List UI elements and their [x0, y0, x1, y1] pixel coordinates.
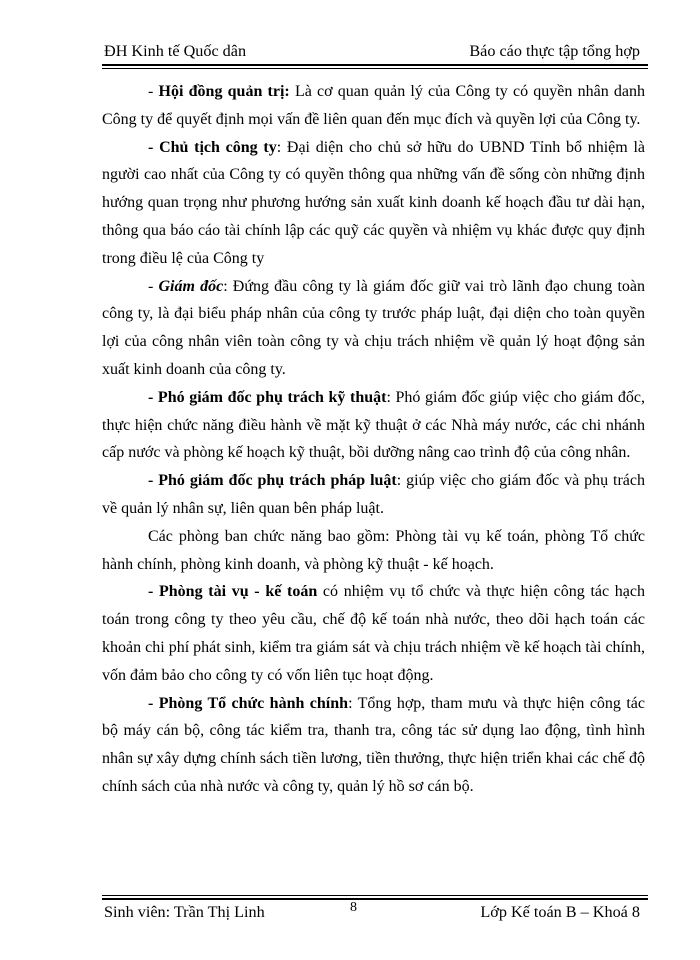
page-number: 8 — [350, 900, 357, 915]
paragraph-hoi-dong-quan-tri: - Hội đồng quản trị: Là cơ quan quản lý của Công ty có quyền nhân danh Công ty để quyết định mọi vấn đề liên quan đến mục đích và quyền lợi của Công ty. — [102, 83, 646, 128]
page-header — [104, 42, 640, 61]
header-university: ĐH Kinh tế Quốc dân — [104, 42, 247, 60]
document-body — [102, 78, 645, 801]
paragraph-chu-tich: - Chủ tịch công ty: Đại diện cho chủ sở hữu do UBND Tỉnh bổ nhiệm là người cao nhất của Công ty có quyền thông qua những vấn đề sống còn những định hướng quan trọng như phương hướng sản xuất kinh doanh kế hoạch đầu tư dài hạn, thông qua báo cáo tài chính lập các quỹ các quyền và nhiệm vụ khác được quy định trong điều lệ của Công ty — [102, 138, 645, 267]
paragraph-phong-ban: Các phòng ban chức năng bao gồm: Phòng tài vụ kế toán, phòng Tổ chức hành chính, phòng kinh doanh, và phòng kỹ thuật - kế hoạch. — [102, 527, 645, 573]
paragraph-pho-giam-doc-phap-luat: - Phó giám đốc phụ trách pháp luật: giúp việc cho giám đốc và phụ trách về quản lý nhân sự, liên quan bên pháp luật. — [102, 472, 646, 517]
footer-class: Lớp Kế toán B – Khoá 8 — [480, 903, 640, 921]
term: - Chủ tịch công ty — [148, 138, 277, 156]
paragraph-phong-to-chuc: - Phòng Tổ chức hành chính: Tổng hợp, tham mưu và thực hiện công tác bộ máy cán bộ, công tác kiểm tra, thanh tra, công tác sử dụng lao động, tình hình nhân sự xây dựng chính sách tiền lương, tiền thưởng, thực hiện triển khai các chế độ chính sách của nhà nước và công ty, quản lý hồ sơ cán bộ. — [102, 694, 646, 795]
term: - Phó giám đốc phụ trách pháp luật — [148, 472, 397, 490]
footer-student: Sinh viên: Trần Thị Linh — [104, 903, 265, 921]
header-rule-thin — [102, 68, 648, 69]
term: Hội đồng quản trị: — [158, 83, 290, 100]
footer-rule — [102, 898, 648, 900]
paragraph-pho-giam-doc-ky-thuat: - Phó giám đốc phụ trách kỹ thuật: Phó giám đốc giúp việc cho giám đốc, thực hiện chức năng điều hành về mặt kỹ thuật ở các Nhà máy nước, các chi nhánh cấp nước và phòng kế hoạch kỹ thuật, bồi dưỡng nâng cao trình độ của công nhân. — [102, 388, 646, 462]
term: - Phòng Tổ chức hành chính — [148, 694, 349, 712]
header-rule — [102, 64, 648, 66]
footer-rule-thin — [102, 895, 648, 896]
term: - Phòng tài vụ - kế toán — [148, 583, 318, 601]
paragraph-phong-tai-vu: - Phòng tài vụ - kế toán có nhiệm vụ tổ chức và thực hiện công tác hạch toán trong công ty theo yêu cầu, chế độ kế toán nhà nước, theo dõi hạch toán các khoản chi phí phát sinh, kiểm tra giám sát và chịu trách nhiệm về kế hoạch tài chính, vốn đảm bảo cho công ty có vốn liên tục hoạt động. — [102, 583, 646, 684]
header-report-title: Báo cáo thực tập tổng hợp — [469, 42, 640, 60]
term: Giám đốc — [158, 277, 224, 295]
paragraph-giam-doc: - Giám đốc: Đứng đầu công ty là giám đốc giữ vai trò lãnh đạo chung toàn công ty, là đại biểu pháp nhân của công ty trước pháp luật, đại diện cho toàn quyền lợi của công nhân viên toàn công ty và chịu trách nhiệm về quản lý hoạt động sản xuất kinh doanh của công ty. — [102, 277, 646, 378]
term: - Phó giám đốc phụ trách kỹ thuật — [148, 388, 387, 406]
